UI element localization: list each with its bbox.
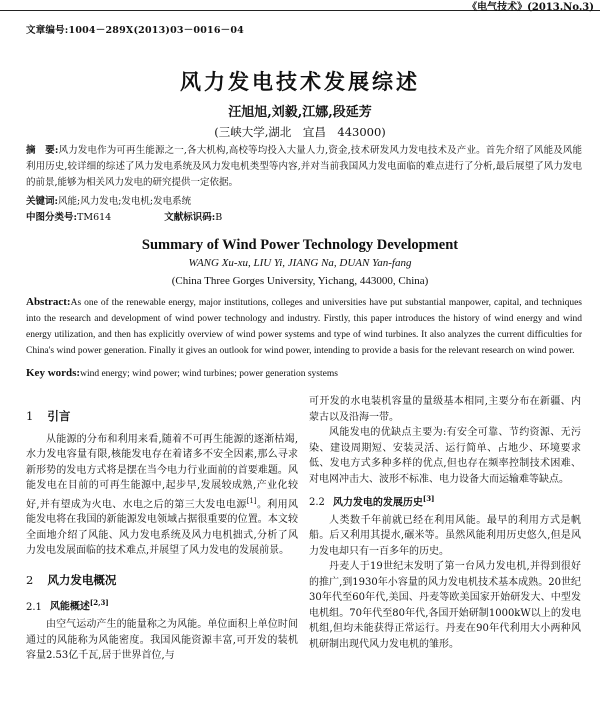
paragraph: 人类数千年前就已经在利用风能。最早的利用方式是帆船。后又利用其提水,碾米等。虽然风能利用历史悠久,但是风力发电却只有一百多年的历史。 (309, 514, 581, 557)
authors-chinese: 汪旭旭,刘毅,江娜,段延芳 (228, 105, 372, 120)
subsection-number: 2.1 (26, 601, 42, 613)
citation: [3] (422, 494, 435, 503)
paragraph-text: 从能源的分布和利用来看,随着不可再生能源的逐渐枯竭,水力发电容量有限,核能发电存在着诸多不安全因素,那么寻求新形势的发电方式将是摆在当今电力行业面前的首要难题。风能发电在目前的可再生能源中,起步早,发展较成熟,产业化较好,并有望成为火电、水电之后的第三大发电电源 (26, 433, 298, 510)
keywords-chinese (26, 193, 191, 207)
section-title: 引言 (47, 409, 71, 423)
abstract-label: 摘 要: (26, 145, 59, 156)
classification-line (26, 209, 222, 223)
abstract-en-label: Abstract: (26, 296, 71, 308)
paragraph: 丹麦人于19世纪末发明了第一台风力发电机,并得到很好的推广,到1930年小容量的风力发电机技术基本成熟。20世纪30年代至60年代,美国、丹麦等欧美国家开始研发大、中型发电机组。70年代至80年代,各国开始研制1000kW以上的发电机组,但均未能获得正常运行。丹麦在90年代利用大小两种风机研制出现代风力发电机的雏形。 (309, 561, 581, 650)
keywords-english (26, 367, 338, 379)
affiliation-english: (China Three Gorges University, Yichang, 443000, China) (171, 275, 429, 287)
keywords-label: 关键词: (26, 196, 59, 207)
title-english: Summary of Wind Power Technology Development (141, 237, 459, 253)
abstract-chinese (26, 143, 582, 191)
section-heading-overview (26, 573, 298, 589)
section-number: 2 (26, 572, 34, 587)
abstract-text: 风力发电作为可再生能源之一,各大机构,高校等均投入大量人力,资金,技术研发风力发电技术及产业。首先介绍了风能及风能利用历史,较详细的综述了风力发电系统及风力发电机类型等内容,并对当前我国风力发电面临的难点进行了分析,最后展望了风力发电的前景,能够为相关风力发电的研究提供一定依据。 (26, 145, 582, 188)
authors-english: WANG Xu-xu, LIU Yi, JIANG Na, DUAN Yan-fang (188, 257, 412, 269)
article-number: 文章编号:1004－289X(2013)03－0016－04 (26, 25, 244, 36)
section-number: 1 (26, 409, 34, 423)
affiliation-chinese: (三峡大学,湖北 宜昌 443000) (214, 125, 386, 139)
section-heading-intro (26, 409, 298, 425)
citation: [2,3] (89, 598, 109, 608)
subsection-heading-history (309, 491, 581, 511)
subsection-number: 2.2 (309, 497, 325, 509)
abstract-en-text: As one of the renewable energy, major institutions, colleges and universities have put substantial manpower, capital, and techniques into the research and development of wind power technology and industry. Firstly, this paper introduces the history of wind energy and wind energy utilization, and then has explicitly overview of wind power systems and type of wind turbines. It also analyzes the current difficulties for China's wind power generation. Finally it gives an outlook for wind power, intending to provide a basis for the relevant research on wind power. (26, 298, 582, 356)
clc-label: 中图分类号: (26, 212, 78, 223)
paragraph: 由空气运动产生的能量称之为风能。单位面积上单位时间通过的风能称为风能密度。我国风能资源丰富,可开发的装机容量2.53亿千瓦,居于世界首位,与 (26, 619, 298, 662)
subsection-title: 风能概述 (49, 601, 90, 613)
citation: [1] (246, 496, 257, 505)
subsection-heading-wind-energy (26, 595, 298, 615)
doc-code-value: B (215, 212, 223, 223)
keywords-en-text: wind energy; wind power; wind turbines; power generation systems (80, 369, 338, 379)
body-column-left (26, 400, 298, 664)
paragraph-text: 。利用风能发电将在我国的新能源发电领域占据很重要的位置。本文较全面地介绍了风能、风力发电系统及风力电机拙式,分析了风力发电发展面临的技术难点,并展望了风力发电的发展前景。 (26, 498, 298, 557)
paragraph: 风能发电的优缺点主要为:有安全可靠、节约资源、无污染、建设周期短、安装灵活、运行简单、占地少、环境要求低、发电方式多种多样的优点,但也存在频率控制技术困难、对电网冲击大、波形不标准、电力设备大而运输难等缺点。 (309, 427, 581, 485)
running-head: 《电气技术》(2013.No.3) (467, 2, 594, 13)
title-chinese: 风力发电技术发展综述 (180, 69, 420, 94)
paragraph (26, 432, 298, 559)
clc-value: TM614 (77, 212, 112, 223)
abstract-english (26, 294, 582, 359)
keywords-en-label: Key words: (26, 367, 81, 379)
paragraph: 可开发的水电装机容量的量级基本相同,主要分布在新疆、内蒙古以及沿海一带。 (309, 396, 581, 423)
header-rule (0, 0, 600, 11)
subsection-title: 风力发电的发展历史 (332, 497, 423, 509)
body-column-right (309, 394, 581, 652)
section-title: 风力发电概况 (47, 572, 117, 587)
doc-code-label: 文献标识码: (164, 212, 216, 223)
keywords-text: 风能;风力发电;发电机;发电系统 (58, 196, 192, 207)
